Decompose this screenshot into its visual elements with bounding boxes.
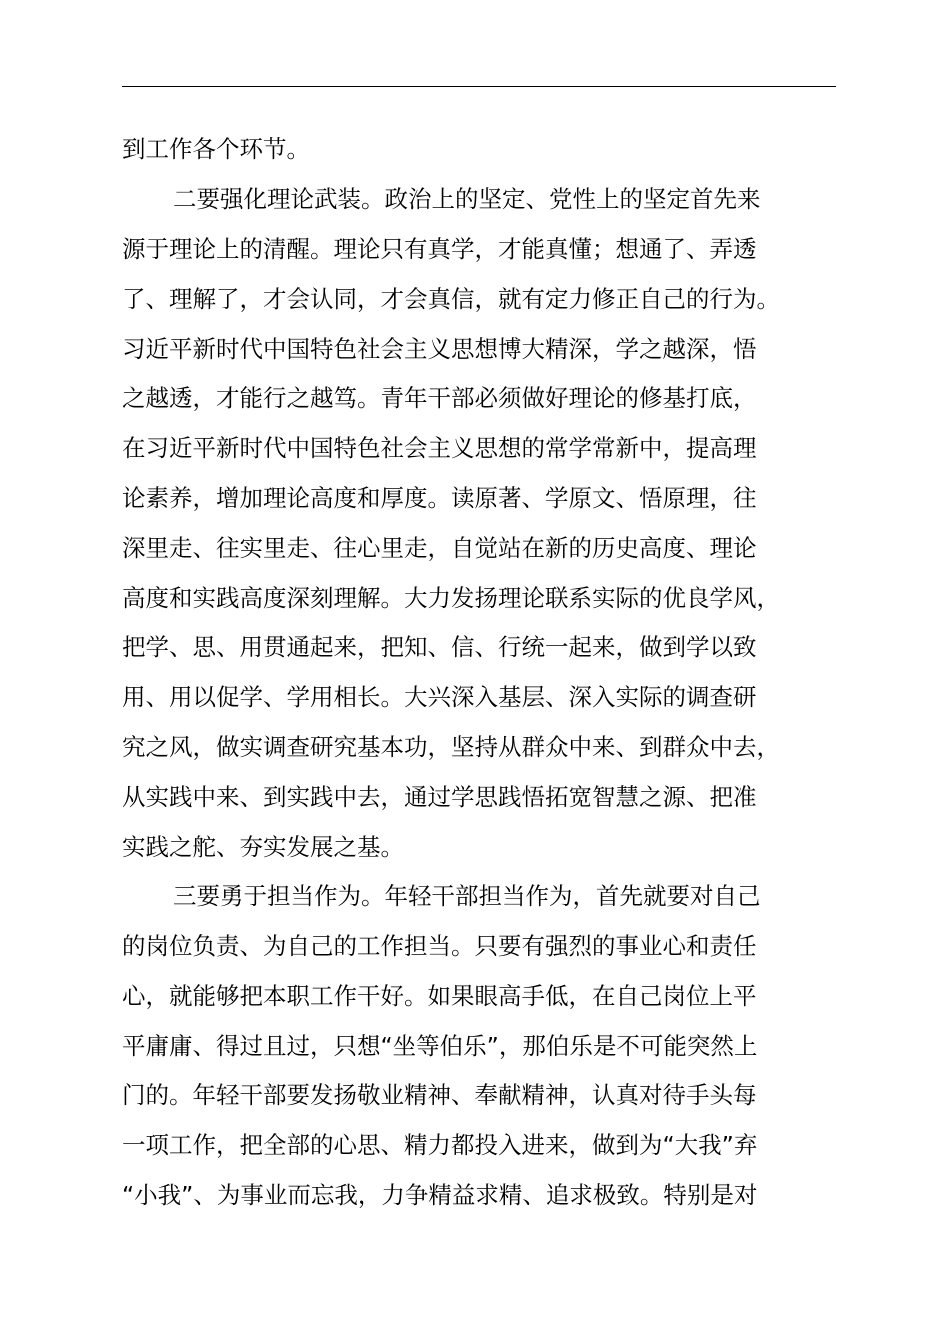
text-line: 实践之舵、夯实发展之基。	[122, 833, 404, 861]
text-line: 在习近平新时代中国特色社会主义思想的常学常新中，提高理	[122, 434, 757, 462]
text-line: 之越透，才能行之越笃。青年干部必须做好理论的修基打底，	[122, 384, 757, 412]
text-line: 源于理论上的清醒。理论只有真学，才能真懂；想通了、弄透	[122, 235, 757, 263]
text-line: 门的。年轻干部要发扬敬业精神、奉献精神，认真对待手头每	[122, 1081, 757, 1109]
text-line: 一项工作，把全部的心思、精力都投入进来，做到为“大我”弃	[122, 1131, 758, 1159]
text-line: 论素养，增加理论高度和厚度。读原著、学原文、悟原理，往	[122, 484, 757, 512]
text-line: 到工作各个环节。	[122, 135, 310, 163]
text-line: 习近平新时代中国特色社会主义思想博大精深，学之越深，悟	[122, 335, 757, 363]
text-line: 高度和实践高度深刻理解。大力发扬理论联系实际的优良学风，	[122, 584, 780, 612]
text-line: 从实践中来、到实践中去，通过学思践悟拓宽智慧之源、把准	[122, 783, 757, 811]
text-line: 把学、思、用贯通起来，把知、信、行统一起来，做到学以致	[122, 633, 757, 661]
text-line: 的岗位负责、为自己的工作担当。只要有强烈的事业心和责任	[122, 932, 757, 960]
text-line: 心，就能够把本职工作干好。如果眼高手低，在自己岗位上平	[122, 982, 757, 1010]
text-line: “小我”、为事业而忘我，力争精益求精、追求极致。特别是对	[122, 1181, 758, 1209]
text-line: 了、理解了，才会认同，才会真信，就有定力修正自己的行为。	[122, 285, 780, 313]
text-line: 深里走、往实里走、往心里走，自觉站在新的历史高度、理论	[122, 534, 757, 562]
text-line: 究之风，做实调查研究基本功，坚持从群众中来、到群众中去，	[122, 733, 780, 761]
text-line: 平庸庸、得过且过，只想“坐等伯乐”，那伯乐是不可能突然上	[122, 1032, 758, 1060]
text-line: 用、用以促学、学用相长。大兴深入基层、深入实际的调查研	[122, 683, 757, 711]
paragraph-first-line: 三要勇于担当作为。年轻干部担当作为，首先就要对自己	[173, 882, 761, 910]
paragraph-first-line: 二要强化理论武装。政治上的坚定、党性上的坚定首先来	[173, 185, 761, 213]
